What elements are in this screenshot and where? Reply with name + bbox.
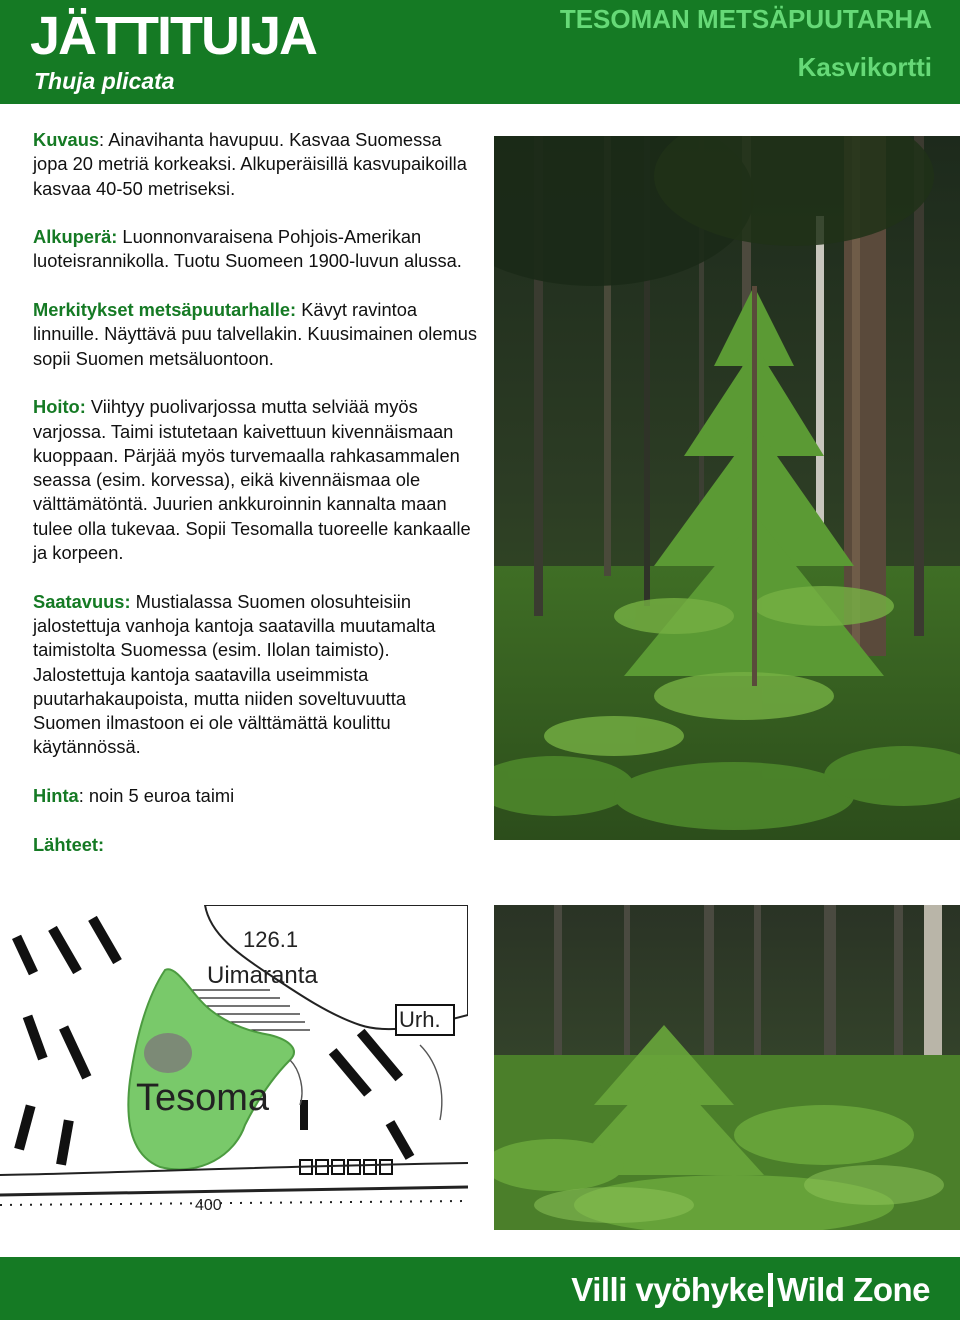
map-building-label: Urh.	[399, 1007, 441, 1032]
section-alkupera	[33, 225, 478, 274]
footer-bar	[0, 1257, 960, 1320]
text-kuvaus: : Ainavihanta havupuu. Kasvaa Suomessa jopa 20 metriä korkeaksi. Alkuperäisillä kasvupaikoilla kasvaa 40-50 metriseksi.	[33, 129, 467, 199]
section-kuvaus	[33, 128, 478, 201]
section-saatavuus	[33, 590, 478, 760]
label-lahteet: Lähteet:	[33, 833, 105, 855]
text-saatavuus: Mustialassa Suomen olosuhteisiin jalostettuja vanhoja kantoja saatavilla muutamalta taimistolta Suomessa (esim. Ilolan taimisto). Jalostettuja kantoja saatavilla useimmista puutarhakaupoista, mutta niiden soveltuvuutta Suomen ilmastoon ei ole välttämättä koulittu käytännössä.	[33, 590, 436, 758]
label-hoito: Hoito:	[33, 396, 86, 418]
text-alkupera: Luonnonvaraisena Pohjois-Amerikan luoteisrannikolla. Tuotu Suomeen 1900-luvun alussa.	[33, 226, 462, 272]
plant-title: JÄTTITUIJA	[30, 6, 317, 66]
label-alkupera: Alkuperä:	[33, 226, 118, 248]
map-area-label: Tesoma	[136, 1077, 270, 1119]
forest-photo-top	[494, 136, 960, 840]
section-merkitykset	[33, 298, 478, 371]
forest-photo-top-image	[494, 136, 960, 840]
brand-logo	[571, 1271, 930, 1309]
brand-right-text: Wild Zone	[777, 1271, 930, 1308]
location-map	[0, 905, 468, 1215]
organization-name: TESOMAN METSÄPUUTARHA	[559, 4, 932, 34]
location-map-image	[0, 905, 468, 1215]
label-kuvaus: Kuvaus	[33, 129, 100, 150]
description-column	[33, 128, 478, 881]
section-lahteet	[33, 833, 478, 857]
section-hinta	[33, 784, 478, 808]
text-hinta: : noin 5 euroa taimi	[78, 785, 235, 807]
section-hoito	[33, 395, 478, 565]
label-saatavuus: Saatavuus:	[33, 590, 131, 612]
map-beach-label: Uimaranta	[207, 962, 318, 989]
brand-left-text: Villi vyöhyke	[571, 1271, 765, 1308]
label-hinta: Hinta	[33, 785, 79, 807]
label-merkitykset: Merkitykset metsäpuutarhalle:	[33, 299, 297, 321]
forest-photo-bottom	[494, 905, 960, 1230]
latin-name: Thuja plicata	[34, 68, 175, 94]
card-type: Kasvikortti	[797, 52, 932, 82]
map-road-label: 400	[195, 1197, 222, 1214]
map-elevation-label: 126.1	[243, 927, 299, 952]
text-merkitykset: Kävyt ravintoa linnuille. Näyttävä puu talvellakin. Kuusimainen olemus sopii Suomen metsäluontoon.	[33, 299, 478, 369]
text-hoito: Viihtyy puolivarjossa mutta selviää myös varjossa. Taimi istutetaan kaivettuun kivennäismaan kuoppaan. Pärjää myös turvemaalla rahkasammalen seassa (esim. korvessa), eikä kivennäismaa ole välttämätöntä. Juurien ankkuroinnin kannalta maan tulee olla tukevaa. Sopii Tesomalla tuoreelle kankaalle ja korpeen.	[33, 396, 471, 564]
forest-photo-bottom-image	[494, 905, 960, 1230]
brand-divider	[768, 1273, 773, 1307]
header-bar	[0, 0, 960, 104]
